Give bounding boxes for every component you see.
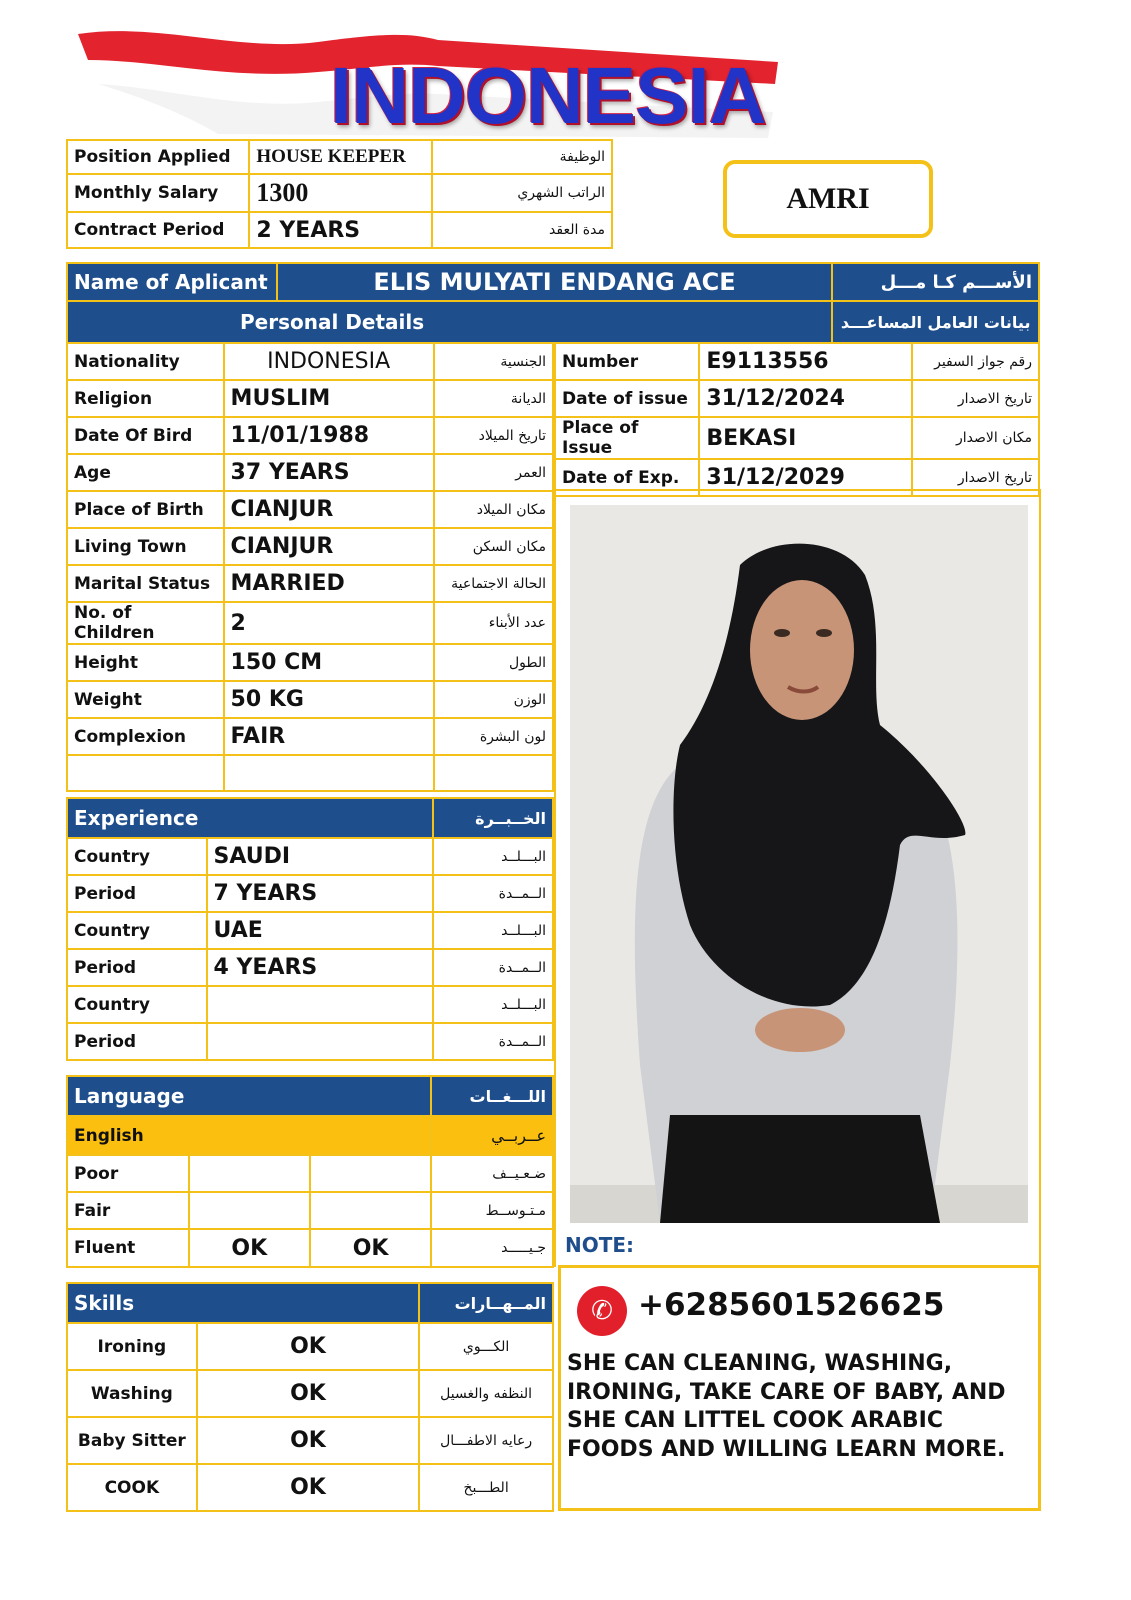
- field-label: Age: [67, 454, 224, 491]
- field-label-ar: الطول: [434, 644, 553, 681]
- experience-value: [207, 1023, 434, 1060]
- field-label: Nationality: [67, 343, 224, 380]
- contract-row: [67, 140, 612, 174]
- language-table: [66, 1075, 554, 1268]
- experience-header-ar: الخــبــرة: [433, 798, 553, 838]
- personal-details-header-ar: بيانات العامل المساعـــد: [832, 301, 1039, 343]
- experience-value: UAE: [207, 912, 434, 949]
- issue-place-value: BEKASI: [699, 417, 911, 459]
- field-label-ar: لون البشرة: [434, 718, 553, 755]
- skill-label-ar: الكـــوي: [419, 1323, 553, 1370]
- language-level-ar: مـتـوســط: [431, 1192, 553, 1229]
- passport-table: [554, 342, 1040, 497]
- applicant-name-label: Name of Aplicant: [67, 263, 277, 301]
- field-label: Place of Birth: [67, 491, 224, 528]
- experience-label-ar: الــمــدة: [433, 1023, 553, 1060]
- passport-label-ar: تاريخ الاصدار: [912, 380, 1039, 417]
- experience-row: [67, 875, 553, 912]
- birthplace-value: CIANJUR: [224, 491, 434, 528]
- arabic-level-value: [310, 1155, 431, 1192]
- position-value: HOUSE KEEPER: [249, 140, 431, 174]
- issue-date-value: 31/12/2024: [699, 380, 911, 417]
- skill-label-ar: رعايه الاطفـــال: [419, 1417, 553, 1464]
- passport-label: Date of issue: [555, 380, 699, 417]
- skills-header-ar: المــهــارات: [419, 1283, 553, 1323]
- field-label-ar: عدد الأبناء: [434, 602, 553, 644]
- personal-row: [67, 718, 553, 755]
- skills-table: [66, 1282, 554, 1512]
- experience-label: Period: [67, 949, 207, 986]
- experience-label-ar: البـــلــد: [433, 986, 553, 1023]
- field-label: Religion: [67, 380, 224, 417]
- personal-row: [67, 343, 553, 380]
- dob-value: 11/01/1988: [224, 417, 434, 454]
- language-header-ar: اللـــغــات: [431, 1076, 553, 1116]
- language-level: Fair: [67, 1192, 189, 1229]
- contract-label: Monthly Salary: [67, 174, 249, 212]
- passport-row: [555, 380, 1039, 417]
- passport-row: [555, 343, 1039, 380]
- personal-row: [67, 380, 553, 417]
- skill-label-ar: النظفه والغسيل: [419, 1370, 553, 1417]
- language-header: Language: [67, 1076, 431, 1116]
- field-label: Complexion: [67, 718, 224, 755]
- experience-label-ar: الــمــدة: [433, 875, 553, 912]
- field-label-ar: الديانة: [434, 380, 553, 417]
- passport-label-ar: تاريخ الاصدار: [912, 459, 1039, 496]
- phone-number[interactable]: +6285601526625: [638, 1287, 945, 1323]
- personal-row: [67, 417, 553, 454]
- note-title: NOTE:: [565, 1233, 635, 1257]
- skill-row: [67, 1464, 553, 1511]
- field-label: Living Town: [67, 528, 224, 565]
- field-label-ar: الوزن: [434, 681, 553, 718]
- language-level-ar: ضـعـيــف: [431, 1155, 553, 1192]
- skills-header: Skills: [67, 1283, 419, 1323]
- experience-label: Country: [67, 986, 207, 1023]
- field-label: Weight: [67, 681, 224, 718]
- personal-details-header: Personal Details: [67, 301, 832, 343]
- skill-label: COOK: [67, 1464, 197, 1511]
- experience-label-ar: البـــلــد: [433, 838, 553, 875]
- passport-number-value: E9113556: [699, 343, 911, 380]
- contract-label-ar: مدة العقد: [432, 212, 612, 248]
- applicant-photo: [570, 505, 1028, 1223]
- weight-value: 50 KG: [224, 681, 434, 718]
- religion-value: MUSLIM: [224, 380, 434, 417]
- skill-row: [67, 1370, 553, 1417]
- skill-label: Washing: [67, 1370, 197, 1417]
- field-label-ar: مكان السكن: [434, 528, 553, 565]
- skill-label: Baby Sitter: [67, 1417, 197, 1464]
- language-level-ar: جـيـــــد: [431, 1229, 553, 1267]
- skill-value: OK: [197, 1417, 420, 1464]
- passport-label-ar: مكان الاصدار: [912, 417, 1039, 459]
- skill-label: Ironing: [67, 1323, 197, 1370]
- experience-label-ar: البـــلــد: [433, 912, 553, 949]
- experience-label-ar: الــمــدة: [433, 949, 553, 986]
- skill-label-ar: الطـــبخ: [419, 1464, 553, 1511]
- experience-label: Country: [67, 838, 207, 875]
- expiry-date-value: 31/12/2029: [699, 459, 911, 496]
- applicant-name-table: [66, 262, 1040, 344]
- personal-row: [67, 491, 553, 528]
- personal-row: [67, 602, 553, 644]
- skill-row: [67, 1417, 553, 1464]
- skill-row: [67, 1323, 553, 1370]
- field-label-ar: مكان الميلاد: [434, 491, 553, 528]
- experience-row: [67, 949, 553, 986]
- age-value: 37 YEARS: [224, 454, 434, 491]
- experience-value: [207, 986, 434, 1023]
- passport-label: Place of Issue: [555, 417, 699, 459]
- applicant-name: ELIS MULYATI ENDANG ACE: [277, 263, 833, 301]
- contract-table: [66, 139, 613, 249]
- arabic-level-value: OK: [310, 1229, 431, 1267]
- experience-label: Period: [67, 875, 207, 912]
- field-label-ar: تاريخ الميلاد: [434, 417, 553, 454]
- note-text: SHE CAN CLEANING, WASHING, IRONING, TAKE CARE OF BABY, AND SHE CAN LITTEL COOK ARABIC FOODS AND WILLING LEARN MORE.: [567, 1351, 1006, 1462]
- personal-row: [67, 644, 553, 681]
- field-label-ar: العمر: [434, 454, 553, 491]
- language-english-header: English: [67, 1116, 431, 1155]
- passport-label: Number: [555, 343, 699, 380]
- field-label-ar: الحالة الاجتماعية: [434, 565, 553, 602]
- experience-label: Country: [67, 912, 207, 949]
- contract-label-ar: الراتب الشهري: [432, 174, 612, 212]
- experience-row: [67, 1023, 553, 1060]
- children-value: 2: [224, 602, 434, 644]
- english-level-value: OK: [189, 1229, 310, 1267]
- contract-row: [67, 174, 612, 212]
- living-town-value: CIANJUR: [224, 528, 434, 565]
- experience-table: [66, 797, 554, 1061]
- height-value: 150 CM: [224, 644, 434, 681]
- experience-row: [67, 986, 553, 1023]
- phone-icon: ✆: [577, 1286, 627, 1336]
- experience-value: 4 YEARS: [207, 949, 434, 986]
- experience-row: [67, 912, 553, 949]
- applicant-name-label-ar: الأســـم كـا مـــل: [832, 263, 1039, 301]
- field-label: Marital Status: [67, 565, 224, 602]
- nationality-value: INDONESIA: [224, 343, 434, 380]
- personal-row: [67, 681, 553, 718]
- skill-value: OK: [197, 1323, 420, 1370]
- passport-row: [555, 417, 1039, 459]
- experience-row: [67, 838, 553, 875]
- skill-value: OK: [197, 1370, 420, 1417]
- contract-label-ar: الوظيفة: [432, 140, 612, 174]
- contract-period-value: 2 YEARS: [249, 212, 431, 248]
- contract-label: Position Applied: [67, 140, 249, 174]
- complexion-value: FAIR: [224, 718, 434, 755]
- contract-label: Contract Period: [67, 212, 249, 248]
- arabic-level-value: [310, 1192, 431, 1229]
- field-label: Height: [67, 644, 224, 681]
- personal-row: [67, 454, 553, 491]
- experience-value: 7 YEARS: [207, 875, 434, 912]
- experience-value: SAUDI: [207, 838, 434, 875]
- skill-value: OK: [197, 1464, 420, 1511]
- language-row: [67, 1229, 553, 1267]
- language-level: Poor: [67, 1155, 189, 1192]
- experience-header: Experience: [67, 798, 433, 838]
- field-label: Date Of Bird: [67, 417, 224, 454]
- english-level-value: [189, 1155, 310, 1192]
- marital-status-value: MARRIED: [224, 565, 434, 602]
- field-label: No. of Children: [67, 602, 224, 644]
- personal-details-table: [66, 342, 554, 792]
- language-row: [67, 1155, 553, 1192]
- language-row: [67, 1192, 553, 1229]
- office-name-box: AMRI: [723, 160, 933, 238]
- language-arabic-header: عــربــي: [431, 1116, 553, 1155]
- language-level: Fluent: [67, 1229, 189, 1267]
- passport-label-ar: رقم جواز السفير: [912, 343, 1039, 380]
- contract-row: [67, 212, 612, 248]
- english-level-value: [189, 1192, 310, 1229]
- personal-row: [67, 565, 553, 602]
- personal-row: [67, 528, 553, 565]
- experience-label: Period: [67, 1023, 207, 1060]
- country-title: INDONESIA: [330, 51, 766, 140]
- salary-value: 1300: [249, 174, 431, 212]
- passport-label: Date of Exp.: [555, 459, 699, 496]
- field-label-ar: الجنسية: [434, 343, 553, 380]
- personal-row-empty: [67, 755, 553, 791]
